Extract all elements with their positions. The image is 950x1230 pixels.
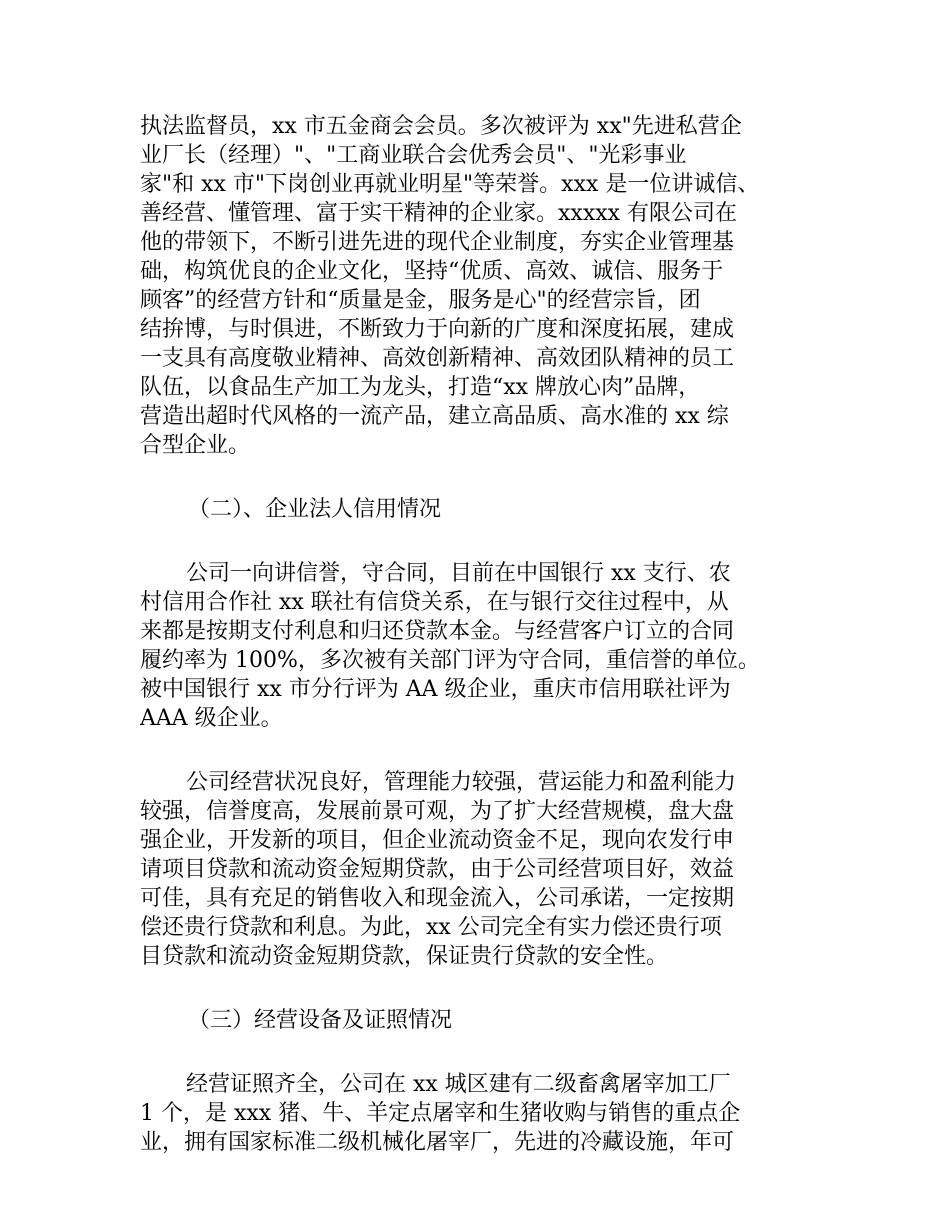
spacer [140,460,812,495]
text-line: 偿还贵行贷款和利息。为此，xx 公司完全有实力偿还贵行项 [140,915,722,940]
text-line: 履约率为 100%，多次被有关部门评为守合同，重信誉的单位。 [140,648,760,673]
text-line: 营造出超时代风格的一流产品，建立高品质、高水准的 xx 综 [140,404,729,429]
text-line: 他的带领下，不断引进先进的现代企业制度，夯实企业管理基 [140,230,735,255]
text-line: 家"和 xx 市"下岗创业再就业明星"等荣誉。xxx 是一位讲诚信、 [140,172,760,197]
text-line: 较强，信誉度高，发展前景可观，为了扩大经营规模，盘大盘 [140,799,735,824]
text-line: 业厂长（经理）"、"工商业联合会优秀会员"、"光彩事业 [140,143,687,168]
spacer [140,971,812,1006]
text-line: AAA 级企业。 [140,706,283,731]
spacer [140,1035,812,1070]
text-line: 顾客”的经营方针和“质量是金，服务是心"的经营宗旨，团 [140,288,701,313]
document-page [140,112,812,1157]
text-line: 经营证照齐全，公司在 xx 城区建有二级畜禽屠宰加工厂 [186,1072,731,1097]
text-line: 强企业，开发新的项目，但企业流动资金不足，现向农发行申 [140,828,735,853]
section-heading-credit: （二）、企业法人信用情况 [188,497,442,522]
text-line: 善经营、懂管理、富于实干精神的企业家。xxxxx 有限公司在 [140,201,738,226]
text-line: 础，构筑优良的企业文化，坚持“优质、高效、诚信、服务于 [140,259,724,284]
text-line: 业，拥有国家标准二级机械化屠宰厂，先进的冷藏设施，年可 [140,1130,735,1155]
text-line: 目贷款和流动资金短期贷款，保证贵行贷款的安全性。 [140,944,669,969]
section-heading-equipment: （三）经营设备及证照情况 [188,1008,453,1033]
text-line: 来都是按期支付利息和归还贷款本金。与经营客户订立的合同 [140,619,735,644]
paragraph-intro [140,112,812,460]
text-line: 队伍，以食品生产加工为龙头，打造“xx 牌放心肉”品牌， [140,375,701,400]
text-line: 执法监督员，xx 市五金商会会员。多次被评为 xx"先进私营企 [140,114,742,139]
text-line: 结拚博，与时俱进，不断致力于向新的广度和深度拓展，建成 [140,317,735,342]
text-line: 被中国银行 xx 市分行评为 AA 级企业，重庆市信用联社评为 [140,677,731,702]
text-line: 1 个，是 xxx 猪、牛、羊定点屠宰和生猪收购与销售的重点企 [140,1101,741,1126]
text-line: 公司一向讲信誉，守合同，目前在中国银行 xx 支行、农 [186,561,731,586]
text-line: 村信用合作社 xx 联社有信贷关系，在与银行交往过程中，从 [140,590,729,615]
text-line: 请项目贷款和流动资金短期贷款，由于公司经营项目好，效益 [140,857,735,882]
paragraph-licenses [140,1070,812,1157]
paragraph-operations [140,768,812,971]
spacer [140,524,812,559]
text-line: 合型企业。 [140,433,251,458]
text-line: 可佳，具有充足的销售收入和现金流入，公司承诺，一定按期 [140,886,735,911]
text-line: 公司经营状况良好，管理能力较强，营运能力和盈利能力 [186,770,737,795]
spacer [140,733,812,768]
text-line: 一支具有高度敬业精神、高效创新精神、高效团队精神的员工 [140,346,735,371]
paragraph-credit [140,559,812,733]
